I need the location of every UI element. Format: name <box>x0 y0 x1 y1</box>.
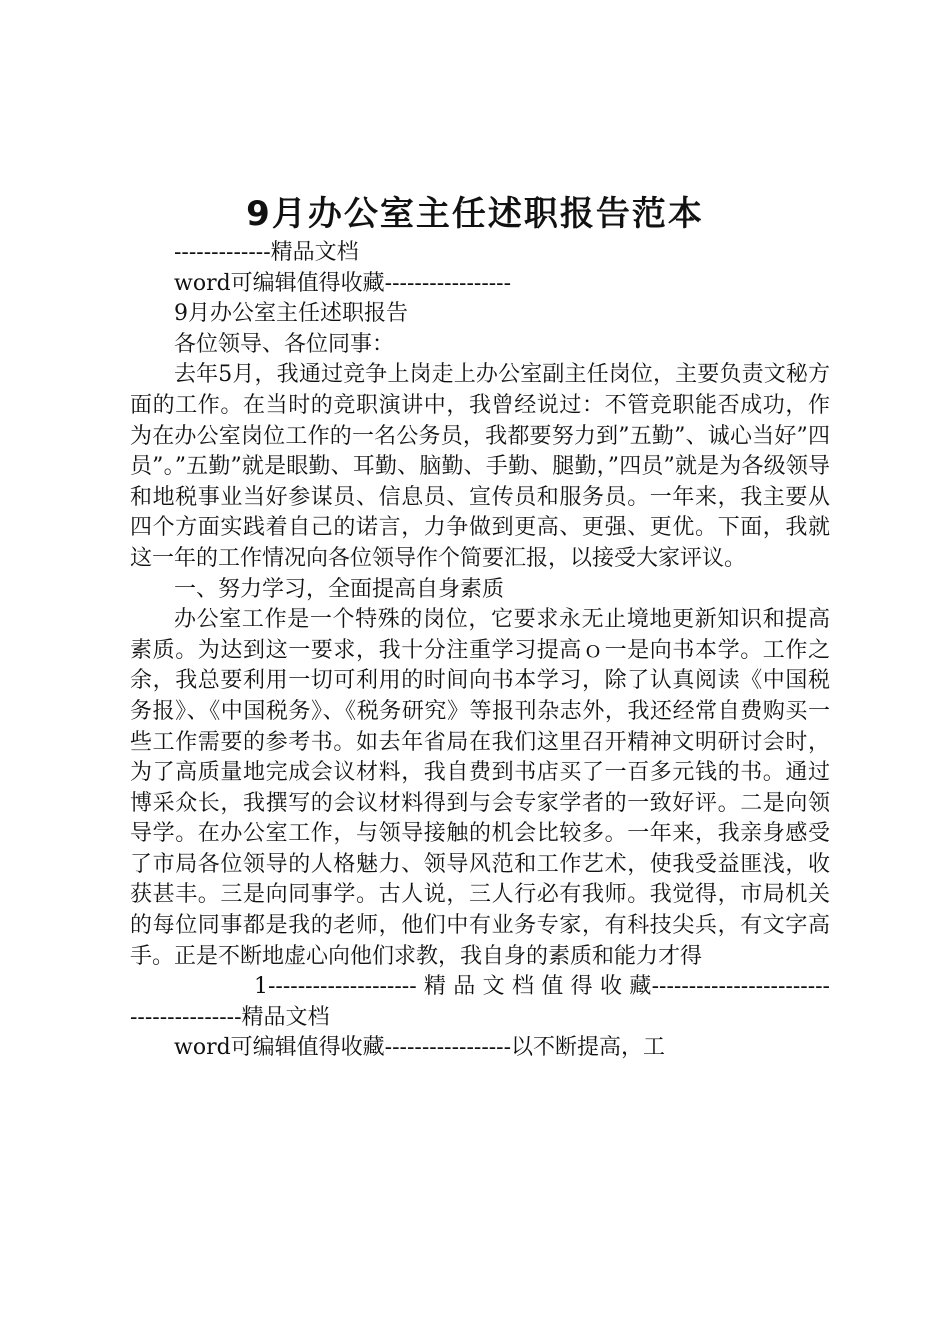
document-title: 9月办公室主任述职报告范本 <box>246 194 704 234</box>
page-footer-tail: word可编辑值得收藏-----------------以不断提高，工 <box>174 1035 666 1061</box>
section-1-heading: 一、努力学习，全面提高自身素质 <box>174 576 505 602</box>
header-line-2: word可编辑值得收藏----------------- <box>174 270 512 296</box>
page-footer-text: 1-------------------- 精 品 文 档 值 得 收 藏---------------------------------------精品文档 <box>130 974 830 1030</box>
document-body <box>130 238 830 1064</box>
paragraph-1: 去年5月，我通过竞争上岗走上办公室副主任岗位，主要负责文秘方面的工作。在当时的竞职演讲中，我曾经说过：不管竞职能否成功，作为在办公室岗位工作的一名公务员，我都要努力到”五勤”、诚心当好”四员”。”五勤”就是眼勤、耳勤、脑勤、手勤、腿勤，”四员”就是为各级领导和地税事业当好参谋员、信息员、宣传员和服务员。一年来，我主要从四个方面实践着自己的诺言，力争做到更高、更强、更优。下面，我就这一年的工作情况向各位领导作个简要汇报，以接受大家评议。 <box>130 362 830 571</box>
paragraph-2: 办公室工作是一个特殊的岗位，它要求永无止境地更新知识和提高素质。为达到这一要求，我十分注重学习提高ｏ一是向书本学。工作之余，我总要利用一切可利用的时间向书本学习，除了认真阅读《中国税务报》、《中国税务》、《税务研究》等报刊杂志外，我还经常自费购买一些工作需要的参考书。如去年省局在我们这里召开精神文明研讨会时，为了高质量地完成会议材料，我自费到书店买了一百多元钱的书。通过博采众长，我撰写的会议材料得到与会专家学者的一致好评。二是向领导学。在办公室工作，与领导接触的机会比较多。一年来，我亲身感受了市局各位领导的人格魅力、领导风范和工作艺术，使我受益匪浅，收获甚丰。三是向同事学。古人说，三人行必有我师。我觉得，市局机关的每位同事都是我的老师，他们中有业务专家，有科技尖兵，有文字高手。正是不断地虚心向他们求教，我自身的素质和能力才得 <box>130 607 830 969</box>
header-line-1: -------------精品文档 <box>174 240 359 265</box>
page-footer <box>130 972 830 1033</box>
report-subtitle: 9月办公室主任述职报告 <box>174 301 408 327</box>
greeting: 各位领导、各位同事： <box>174 331 395 357</box>
